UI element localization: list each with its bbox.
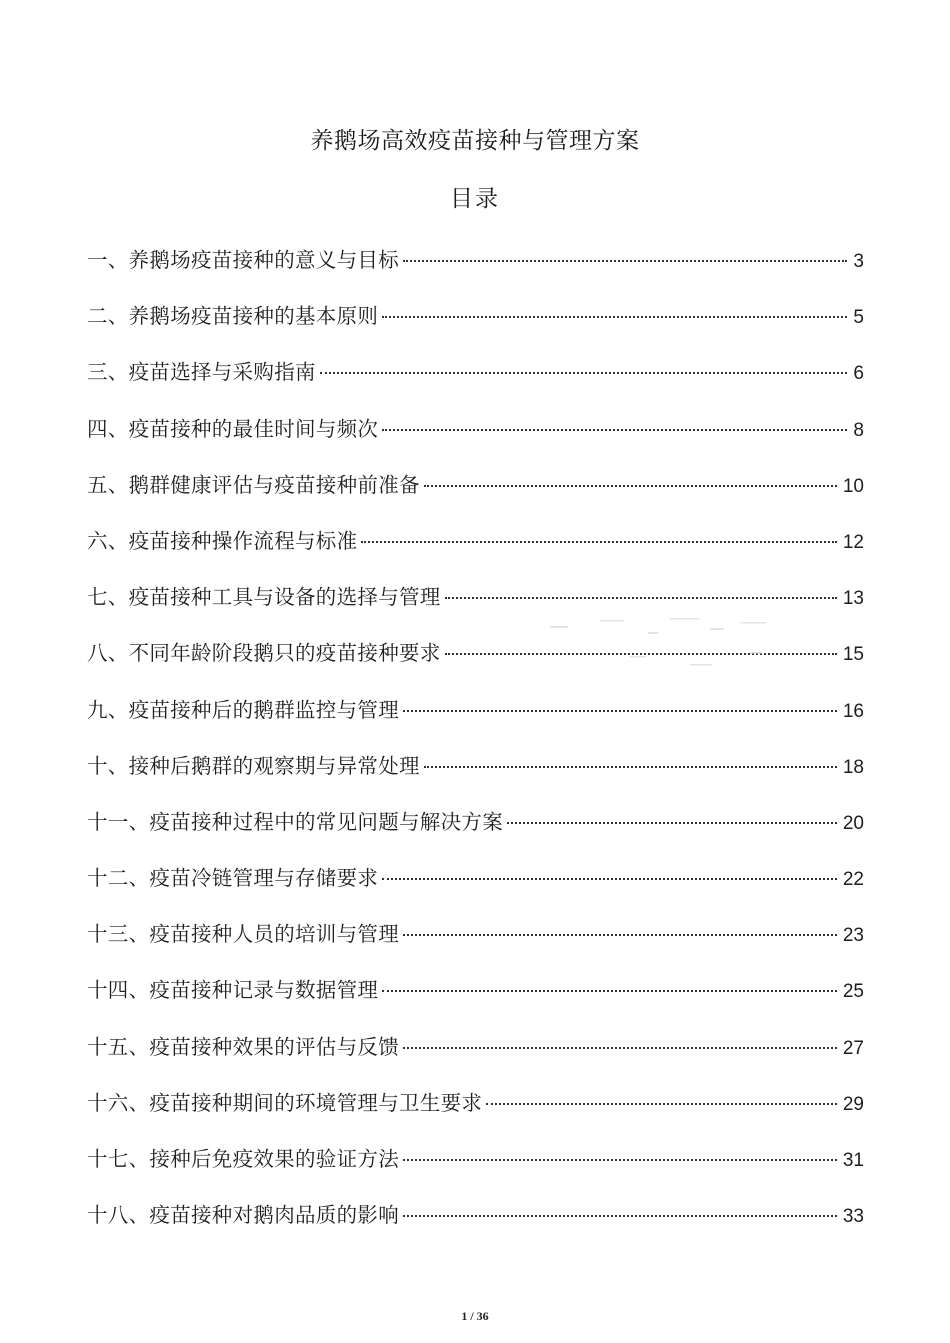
toc-entry-label: 七、疫苗接种工具与设备的选择与管理 xyxy=(87,585,441,610)
toc-entry-label: 八、不同年龄阶段鹅只的疫苗接种要求 xyxy=(87,641,441,666)
toc-entry-label: 六、疫苗接种操作流程与标准 xyxy=(87,528,358,553)
toc-entry-page: 12 xyxy=(842,531,864,553)
toc-entry-label: 九、疫苗接种后的鹅群监控与管理 xyxy=(87,697,399,722)
toc-dot-leader xyxy=(424,485,837,487)
toc-entry-page: 33 xyxy=(842,1206,864,1228)
toc-entry-page: 27 xyxy=(842,1037,864,1059)
toc-dot-leader xyxy=(403,260,847,262)
toc-dot-leader xyxy=(507,822,837,824)
toc-entry-page: 20 xyxy=(842,812,864,834)
toc-entry[interactable] xyxy=(87,413,864,469)
toc-entry[interactable] xyxy=(87,1087,864,1143)
toc-entry[interactable] xyxy=(87,581,864,637)
toc-entry-page: 22 xyxy=(842,869,864,891)
toc-dot-leader xyxy=(382,316,847,318)
page-number-footer: 1 / 36 xyxy=(461,1309,489,1323)
toc-entry-label: 十五、疫苗接种效果的评估与反馈 xyxy=(87,1034,399,1059)
toc-dot-leader xyxy=(403,1159,837,1161)
toc-dot-leader xyxy=(403,710,837,712)
toc-entry[interactable] xyxy=(87,244,864,300)
toc-entry[interactable] xyxy=(87,1199,864,1255)
toc-entry-label: 四、疫苗接种的最佳时间与频次 xyxy=(87,416,379,441)
toc-entry[interactable] xyxy=(87,862,864,918)
toc-entry-page: 16 xyxy=(842,700,864,722)
toc-entry-page: 8 xyxy=(853,419,864,441)
toc-entry-page: 31 xyxy=(842,1150,864,1171)
toc-entry-label: 十三、疫苗接种人员的培训与管理 xyxy=(87,922,399,947)
table-of-contents xyxy=(87,244,864,1255)
toc-entry-label: 十二、疫苗冷链管理与存储要求 xyxy=(87,866,379,891)
toc-entry[interactable] xyxy=(87,750,864,806)
toc-entry-label: 二、养鹅场疫苗接种的基本原则 xyxy=(87,304,379,329)
toc-entry-page: 13 xyxy=(842,588,864,610)
toc-entry-page: 15 xyxy=(842,644,864,666)
toc-heading: 目录 xyxy=(450,186,500,212)
toc-entry[interactable] xyxy=(87,1031,864,1087)
toc-entry[interactable] xyxy=(87,300,864,356)
toc-entry-page: 10 xyxy=(842,475,864,497)
toc-entry-page: 23 xyxy=(842,925,864,947)
toc-dot-leader xyxy=(445,653,837,655)
toc-entry-label: 十四、疫苗接种记录与数据管理 xyxy=(87,978,379,1003)
toc-entry-page: 6 xyxy=(853,363,864,385)
toc-entry-label: 一、养鹅场疫苗接种的意义与目标 xyxy=(87,248,399,272)
toc-entry[interactable] xyxy=(87,806,864,862)
toc-dot-leader xyxy=(382,429,847,431)
toc-entry[interactable] xyxy=(87,1143,864,1199)
toc-entry-page: 18 xyxy=(842,756,864,778)
toc-dot-leader xyxy=(424,766,837,768)
toc-entry[interactable] xyxy=(87,918,864,974)
toc-entry[interactable] xyxy=(87,637,864,693)
toc-entry[interactable] xyxy=(87,974,864,1030)
toc-entry-label: 十一、疫苗接种过程中的常见问题与解决方案 xyxy=(87,809,503,834)
toc-entry-page: 25 xyxy=(842,981,864,1003)
toc-entry-label: 十八、疫苗接种对鹅肉品质的影响 xyxy=(87,1203,399,1228)
toc-entry-page: 29 xyxy=(842,1093,864,1115)
toc-dot-leader xyxy=(486,1103,837,1105)
toc-entry[interactable] xyxy=(87,694,864,750)
document-title: 养鹅场高效疫苗接种与管理方案 xyxy=(310,128,640,154)
toc-entry-page: 3 xyxy=(853,251,864,272)
toc-entry[interactable] xyxy=(87,469,864,525)
toc-dot-leader xyxy=(382,878,837,880)
toc-dot-leader xyxy=(445,597,837,599)
toc-dot-leader xyxy=(382,990,837,992)
toc-dot-leader xyxy=(403,934,837,936)
toc-entry[interactable] xyxy=(87,356,864,412)
toc-entry-label: 三、疫苗选择与采购指南 xyxy=(87,360,316,385)
toc-entry[interactable] xyxy=(87,525,864,581)
toc-dot-leader xyxy=(320,372,848,374)
toc-dot-leader xyxy=(403,1215,837,1217)
toc-entry-label: 五、鹅群健康评估与疫苗接种前准备 xyxy=(87,472,420,497)
toc-dot-leader xyxy=(361,541,836,543)
toc-entry-label: 十六、疫苗接种期间的环境管理与卫生要求 xyxy=(87,1090,483,1115)
toc-dot-leader xyxy=(403,1047,837,1049)
toc-entry-page: 5 xyxy=(853,307,864,329)
toc-entry-label: 十七、接种后免疫效果的验证方法 xyxy=(87,1147,399,1171)
toc-entry-label: 十、接种后鹅群的观察期与异常处理 xyxy=(87,753,420,778)
